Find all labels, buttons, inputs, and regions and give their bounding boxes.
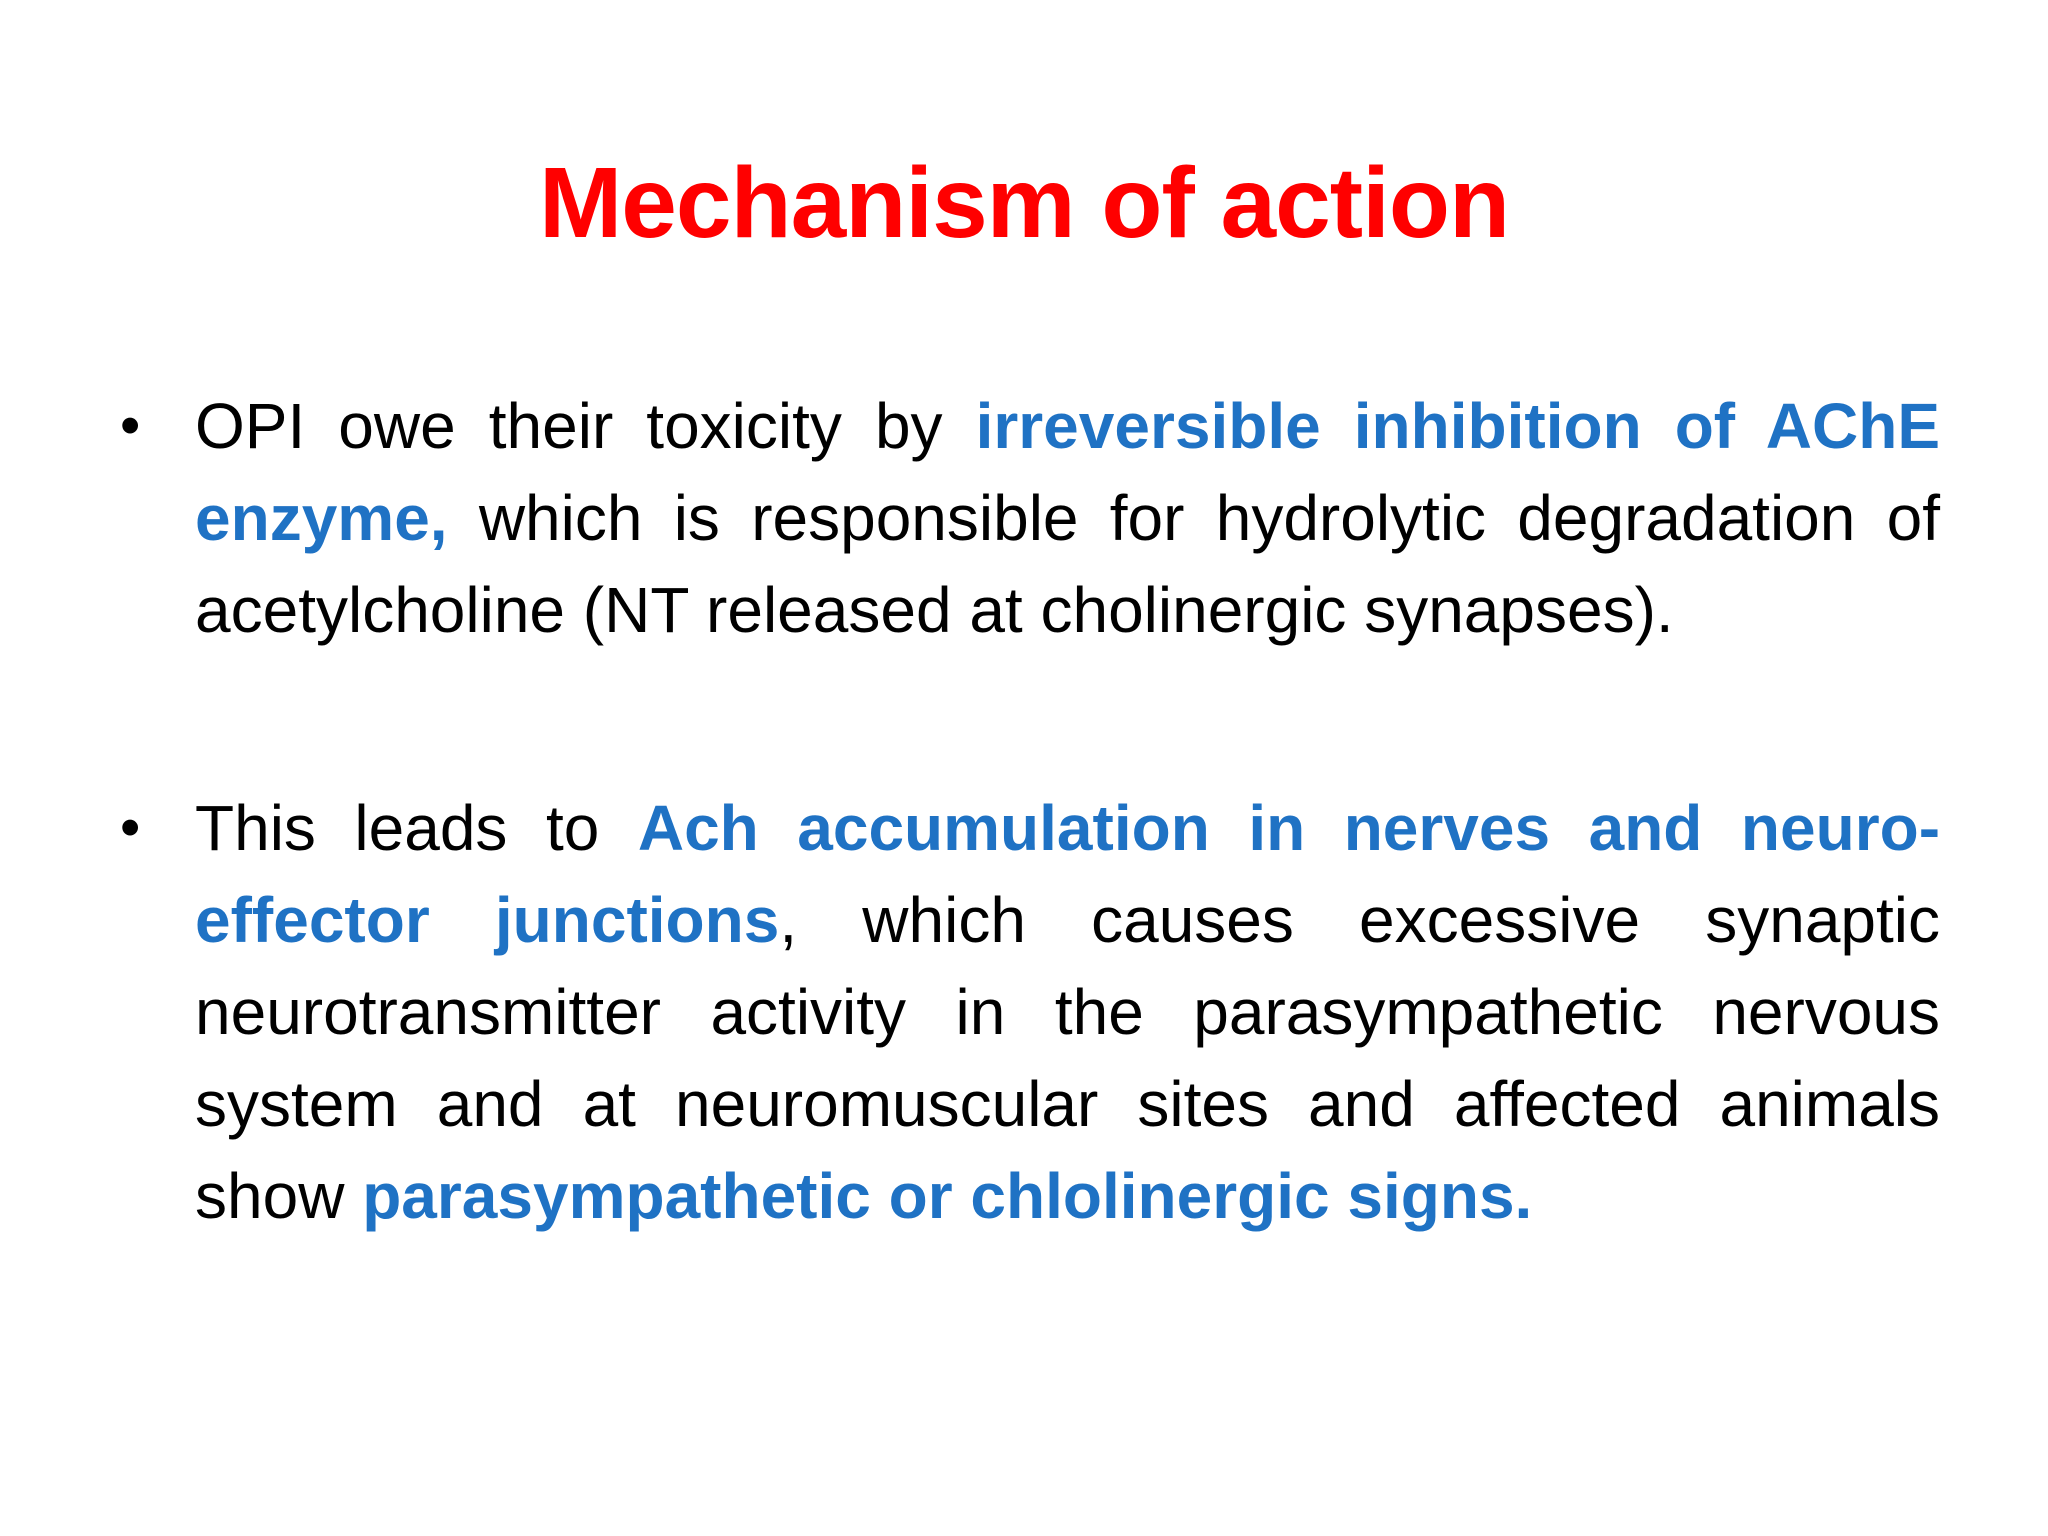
bullet-icon: • <box>120 393 141 458</box>
bullet-item-1 <box>120 380 1940 656</box>
bullet-1-text-2: which is responsible for hydrolytic degradation of acetylcholine (NT released at cholinergic synapses). <box>195 482 1940 646</box>
bullet-2-text-1: This leads to <box>195 792 638 864</box>
slide-title: Mechanism of action <box>538 147 1510 259</box>
bullet-1-highlight-1: irreversible inhibition of AChE enzyme, <box>195 390 1940 554</box>
bullet-2-text-2: , which causes excessive synaptic neurotransmitter activity in the parasympathetic nervous system and at neuromuscular sites and affected animals show <box>195 884 1941 1232</box>
bullet-list <box>120 380 1940 1242</box>
bullet-1-text-1: OPI owe their toxicity by <box>195 390 976 462</box>
bullet-2-highlight-2: parasympathetic or chlolinergic signs. <box>362 1160 1533 1232</box>
bullet-icon: • <box>120 795 141 860</box>
bullet-2-highlight-1: Ach accumulation in nerves and neuro-effector junctions <box>195 792 1941 956</box>
bullet-item-2 <box>120 782 1940 1242</box>
